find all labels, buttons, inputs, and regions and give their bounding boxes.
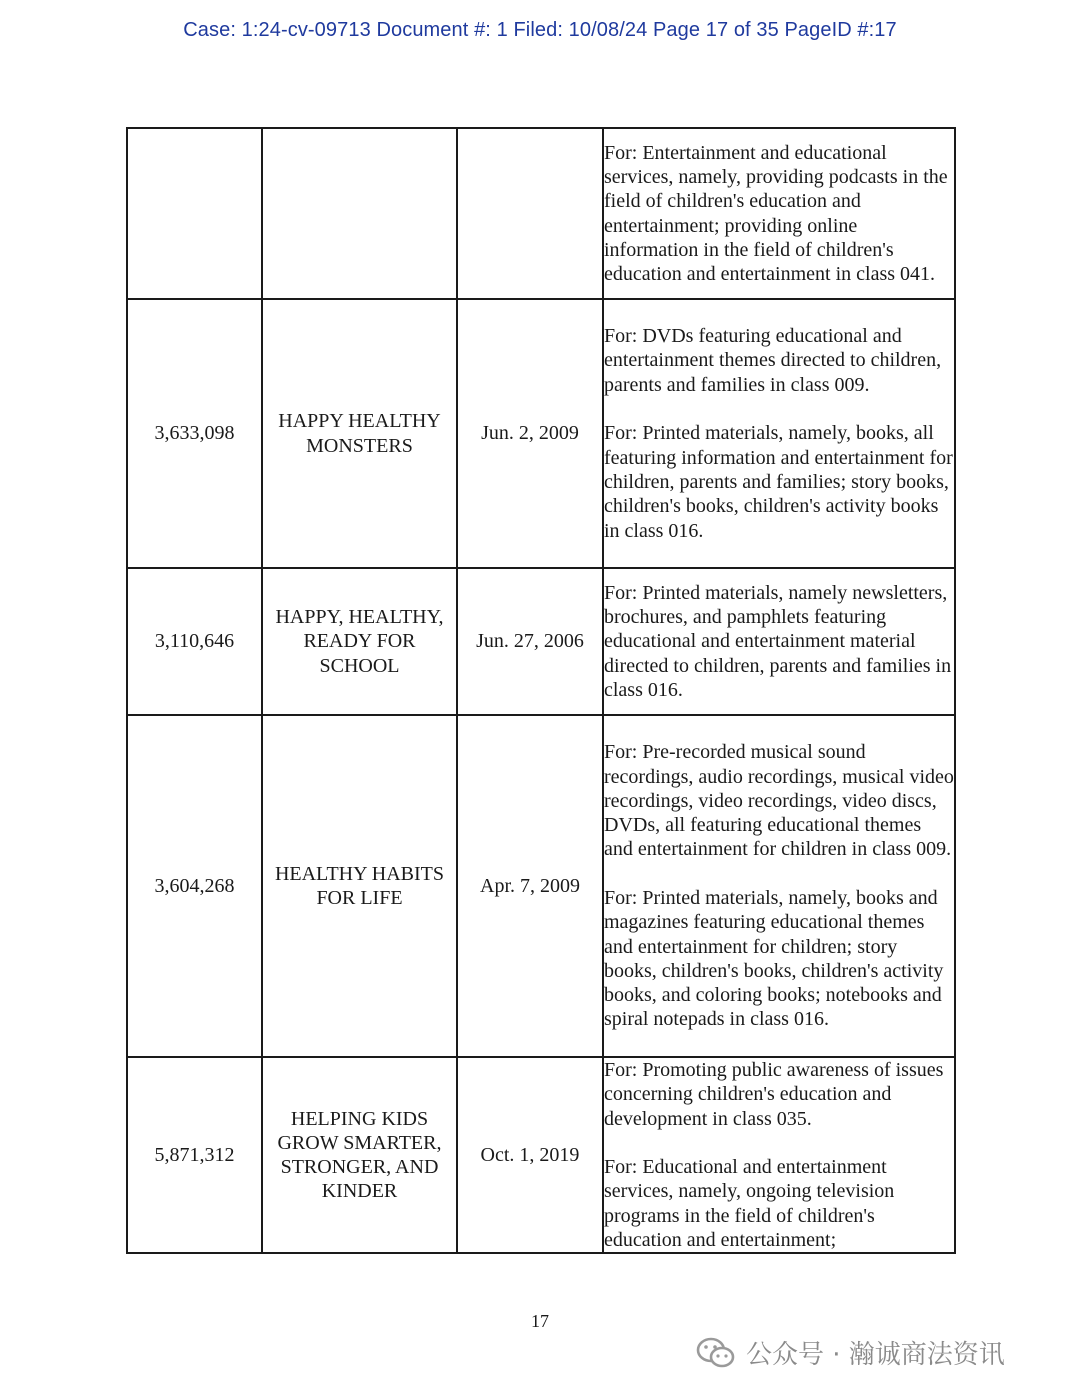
registration-date: Apr. 7, 2009 [457, 715, 603, 1057]
registration-date: Jun. 27, 2006 [457, 568, 603, 715]
registration-date: Oct. 1, 2019 [457, 1057, 603, 1253]
table-row [127, 568, 955, 715]
mark-name: HEALTHY HABITS FOR LIFE [262, 715, 457, 1057]
watermark-text: 公众号 · 瀚诚商法资讯 [746, 1340, 1005, 1370]
registration-date: Jun. 2, 2009 [457, 299, 603, 568]
goods-services-cell [603, 128, 955, 299]
wechat-logo-icon [696, 1336, 736, 1370]
table-row [127, 299, 955, 568]
goods-services-text: For: Printed materials, namely, books and magazines featuring educational themes and entertainment for children; story books, children's books, children's activity books, and coloring books; notebooks and spiral notepads in class 016. [604, 887, 944, 1031]
mark-name: HAPPY HEALTHY MONSTERS [262, 299, 457, 568]
table-row [127, 1057, 955, 1253]
trademark-table [126, 127, 956, 1254]
registration-number: 3,110,646 [127, 568, 262, 715]
goods-services-cell [603, 568, 955, 715]
goods-services-text: For: Educational and entertainment services, namely, ongoing television programs in the field of children's education and entertainment; [604, 1156, 895, 1252]
registration-number: 3,604,268 [127, 715, 262, 1057]
goods-services-cell [603, 299, 955, 568]
goods-services-text: For: Entertainment and educational services, namely, providing podcasts in the field of children's education and entertainment; providing online information in the field of children's education and entertainment in class 041. [604, 141, 948, 286]
goods-services-cell [603, 715, 955, 1057]
mark-name: HELPING KIDS GROW SMARTER, STRONGER, AND KINDER [262, 1057, 457, 1253]
goods-services-cell [603, 1057, 955, 1253]
table-row [127, 715, 955, 1057]
registration-number: 5,871,312 [127, 1057, 262, 1253]
page-number: 17 [531, 1311, 549, 1331]
registration-number: 3,633,098 [127, 299, 262, 568]
mark-name [262, 128, 457, 299]
goods-services-text: For: Pre-recorded musical sound recordings, audio recordings, musical video recordings, video recordings, video discs, DVDs, all featuring educational themes and entertainment for children in class 009. [604, 741, 954, 861]
table-row [127, 128, 955, 299]
mark-name: HAPPY, HEALTHY, READY FOR SCHOOL [262, 568, 457, 715]
goods-services-text: For: Printed materials, namely, books, all featuring information and entertainment for children, parents and families; story books, children's books, children's activity books in class 016. [604, 422, 953, 542]
registration-date [457, 128, 603, 299]
registration-number [127, 128, 262, 299]
goods-services-text: For: Promoting public awareness of issues concerning children's education and development in class 035. [604, 1059, 944, 1130]
watermark [696, 1334, 1005, 1371]
goods-services-text: For: Printed materials, namely newsletters, brochures, and pamphlets featuring educational and entertainment material directed to children, parents and families in class 016. [604, 581, 952, 701]
case-header: Case: 1:24-cv-09713 Document #: 1 Filed: 10/08/24 Page 17 of 35 PageID #:17 [183, 19, 897, 41]
goods-services-text: For: DVDs featuring educational and entertainment themes directed to children, parents and families in class 009. [604, 325, 942, 396]
